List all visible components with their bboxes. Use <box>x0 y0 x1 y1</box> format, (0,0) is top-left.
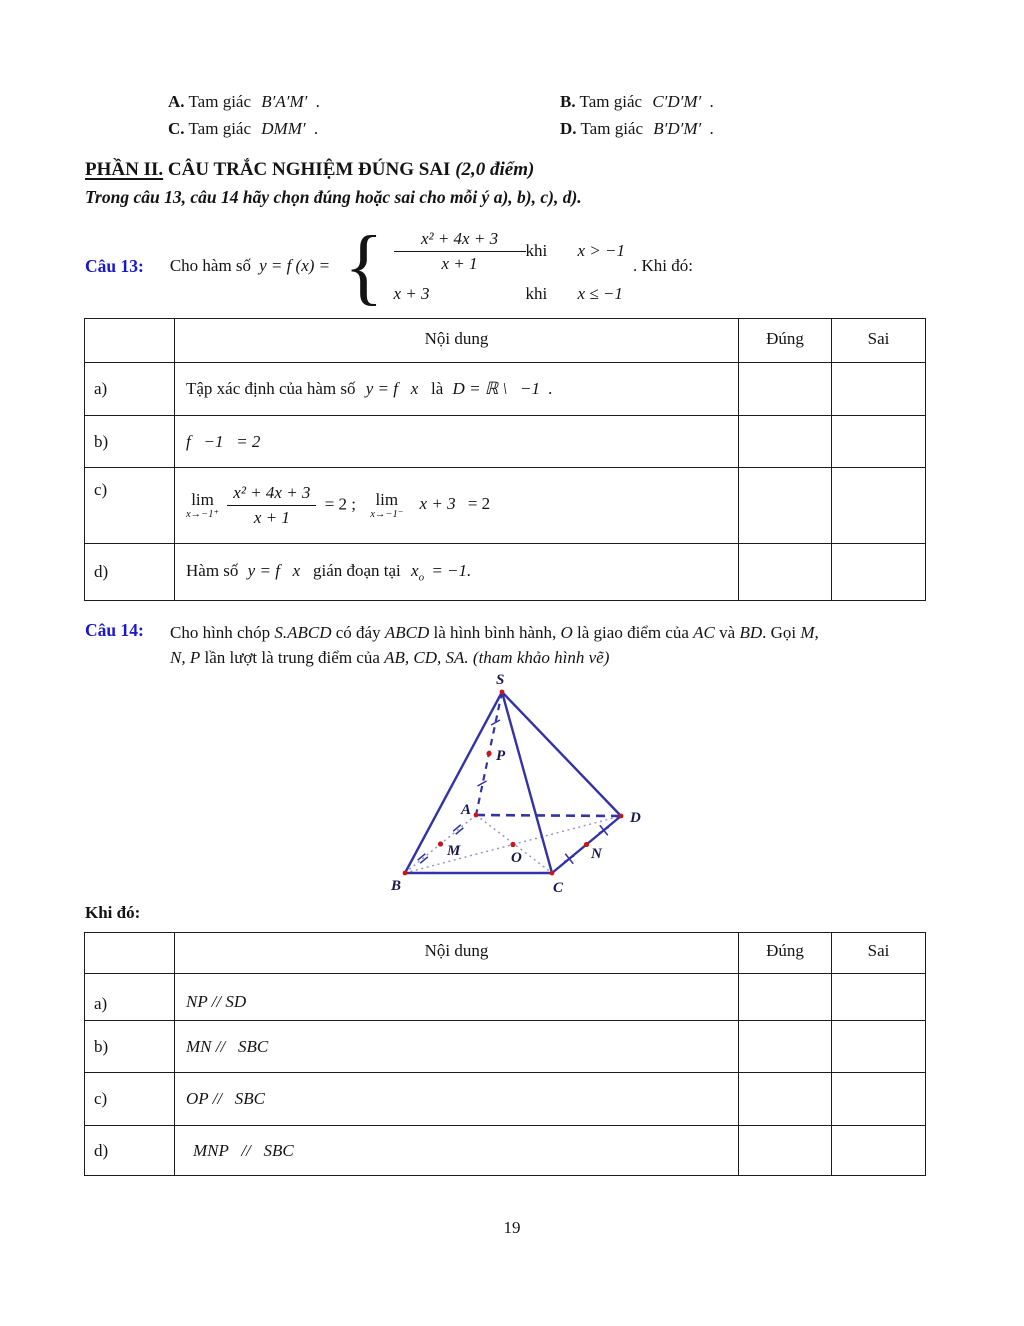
table13-header-noidung: Nội dung <box>175 319 739 363</box>
table14-row-a-true-cell <box>739 974 832 1021</box>
table14-row-b-true-cell <box>739 1021 832 1073</box>
pyramid-svg <box>383 664 645 898</box>
piecewise-cases <box>394 229 626 304</box>
table14-row-b-content: MN // SBC <box>175 1021 739 1073</box>
question-13-intro: Cho hàm số <box>169 256 252 275</box>
question-13-label: Câu 13: <box>85 255 144 276</box>
table13-row-a-false-cell <box>832 363 926 416</box>
table14-header-row <box>85 933 926 974</box>
option-c-letter: C. <box>168 119 185 138</box>
limit-1-fraction: $\frac{\text{x² + 4x + 3}}{x + 1}$ <box>227 483 316 528</box>
piecewise-cond-2: x ≤ −1 <box>577 283 623 303</box>
page-number: 19 <box>503 1218 521 1237</box>
point-c <box>550 871 555 876</box>
table13-header-row <box>85 319 926 363</box>
point-label-o: O <box>511 850 522 866</box>
table13-row-a-label: a) <box>85 363 175 416</box>
table14-header-sai: Sai <box>832 933 926 974</box>
table-question-14 <box>84 932 926 1176</box>
table14-header-dung: Đúng <box>739 933 832 974</box>
piecewise-branch-2: x + 3 <box>393 283 430 303</box>
table14-row-b-label: b) <box>85 1021 175 1073</box>
table13-row-c-content: lim x→−1⁺ $\frac{\text{x² + 4x + 3}}{x + 1}$ = 2 ; lim x→−1⁻ x + 3 = 2 <box>175 468 739 544</box>
table13-row-a-true-cell <box>739 363 832 416</box>
vertex-label-c: C <box>553 880 564 896</box>
table13-row-c-false-cell <box>832 468 926 544</box>
section-part-label: PHẦN II. <box>85 159 164 180</box>
table14-row-d-true-cell <box>739 1126 832 1176</box>
piecewise-brace: { <box>344 217 384 314</box>
answer-option-c: C. Tam giác DMM′ . <box>168 119 319 138</box>
section-heading <box>85 159 534 181</box>
table14-row-b <box>85 1021 926 1073</box>
table14-row-a <box>85 974 926 1021</box>
tick-pa <box>478 781 487 786</box>
table14-row-d-false-cell <box>832 1126 926 1176</box>
table13-row-d-label: d) <box>85 544 175 601</box>
table14-row-c-label: c) <box>85 1073 175 1126</box>
option-c-text: Tam giác <box>188 119 252 138</box>
table13-row-c <box>85 468 926 544</box>
vertex-label-d: D <box>630 810 641 826</box>
piecewise-khi-2: khi <box>525 283 548 303</box>
table14-header-noidung: Nội dung <box>175 933 739 974</box>
table13-row-b-label: b) <box>85 416 175 468</box>
table13-row-d-false-cell <box>832 544 926 601</box>
section-instruction: Trong câu 13, câu 14 hãy chọn đúng hoặc sai cho mỗi ý a), b), c), d). <box>85 187 582 207</box>
table13-row-b-true-cell <box>739 416 832 468</box>
limit-1: lim x→−1⁺ <box>186 489 220 520</box>
table14-row-a-label: a) <box>85 974 175 1021</box>
table14-row-b-false-cell <box>832 1021 926 1073</box>
limit-2: lim x→−1⁻ <box>370 489 404 520</box>
table13-row-d <box>85 544 926 601</box>
figure-pyramid <box>383 664 645 898</box>
table14-row-a-content: NP // SD <box>175 974 739 1021</box>
question-13 <box>85 217 693 314</box>
option-d-letter: D. <box>560 119 577 138</box>
piecewise-cond-1: x > −1 <box>577 241 626 260</box>
table13-row-d-true-cell <box>739 544 832 601</box>
point-o <box>510 842 515 847</box>
table13-row-b <box>85 416 926 468</box>
question-13-fx: y = f (x) = <box>259 256 331 275</box>
question-14-line-1: Cho hình chóp S.ABCD có đáy ABCD là hình bình hành, O là giao điểm của AC và BD. Gọi M, <box>170 623 819 642</box>
table14-row-c-true-cell <box>739 1073 832 1126</box>
table13-header-sai: Sai <box>832 319 926 363</box>
piecewise-fraction: $\frac{\text{x² + 4x + 3}}{x + 1}$ <box>394 229 526 274</box>
table13-row-a <box>85 363 926 416</box>
answer-option-d: D. Tam giác B′D′M′ . <box>560 119 714 138</box>
table13-row-c-label: c) <box>85 468 175 544</box>
option-a-math: B′A′M′ <box>261 92 308 111</box>
table14-row-d-label: d) <box>85 1126 175 1176</box>
khido-text: Khi đó: <box>85 903 141 922</box>
table14-row-a-false-cell <box>832 974 926 1021</box>
option-b-letter: B. <box>560 92 576 111</box>
point-a <box>474 813 479 818</box>
vertex-label-b: B <box>391 878 402 894</box>
answer-option-b: B. Tam giác C′D′M′ . <box>560 92 714 111</box>
question-14-label: Câu 14: <box>85 620 144 640</box>
piecewise-khi-1: khi <box>525 241 548 260</box>
section-points: (2,0 điểm) <box>455 159 535 180</box>
option-c-math: DMM′ <box>261 119 306 138</box>
vertex-label-a: A <box>461 802 472 818</box>
point-label-p: P <box>496 748 506 764</box>
option-a-text: Tam giác <box>188 92 252 111</box>
table14-row-d <box>85 1126 926 1176</box>
table13-header-dung: Đúng <box>739 319 832 363</box>
section-title: CÂU TRẮC NGHIỆM ĐÚNG SAI <box>167 159 451 180</box>
point-s <box>500 690 505 695</box>
point-d <box>619 814 624 819</box>
point-m <box>438 841 443 846</box>
table14-row-c <box>85 1073 926 1126</box>
table13-row-d-content: Hàm số y = f x gián đoạn tại $x_o = -1$. <box>175 544 739 601</box>
table14-row-c-false-cell <box>832 1073 926 1126</box>
vertex-label-s: S <box>496 672 505 688</box>
edge-ad <box>476 815 621 816</box>
table13-row-b-content: f −1 = 2 <box>175 416 739 468</box>
question-13-outro: . Khi đó: <box>633 256 693 275</box>
table13-row-c-true-cell <box>739 468 832 544</box>
point-p <box>486 751 491 756</box>
option-b-math: C′D′M′ <box>652 92 702 111</box>
table-question-13 <box>84 318 926 601</box>
option-d-math: B′D′M′ <box>653 119 702 138</box>
point-n <box>584 842 589 847</box>
table13-row-a-content: Tập xác định của hàm số y = f x là D = ℝ \ −1 . <box>175 363 739 416</box>
option-b-text: Tam giác <box>579 92 643 111</box>
table14-row-c-content: OP // SBC <box>175 1073 739 1126</box>
question-14-text <box>170 620 942 670</box>
point-b <box>403 871 408 876</box>
point-label-n: N <box>591 846 602 862</box>
option-d-text: Tam giác <box>580 119 644 138</box>
answer-option-a: A. Tam giác B′A′M′ . <box>168 92 320 111</box>
point-label-m: M <box>447 843 461 859</box>
table14-row-d-content: MNP // SBC <box>175 1126 739 1176</box>
table13-row-b-false-cell <box>832 416 926 468</box>
question-14-line-2: N, P lần lượt là trung điểm của AB, CD, SA. (tham khảo hình vẽ) <box>170 648 610 667</box>
option-a-letter: A. <box>168 92 185 111</box>
